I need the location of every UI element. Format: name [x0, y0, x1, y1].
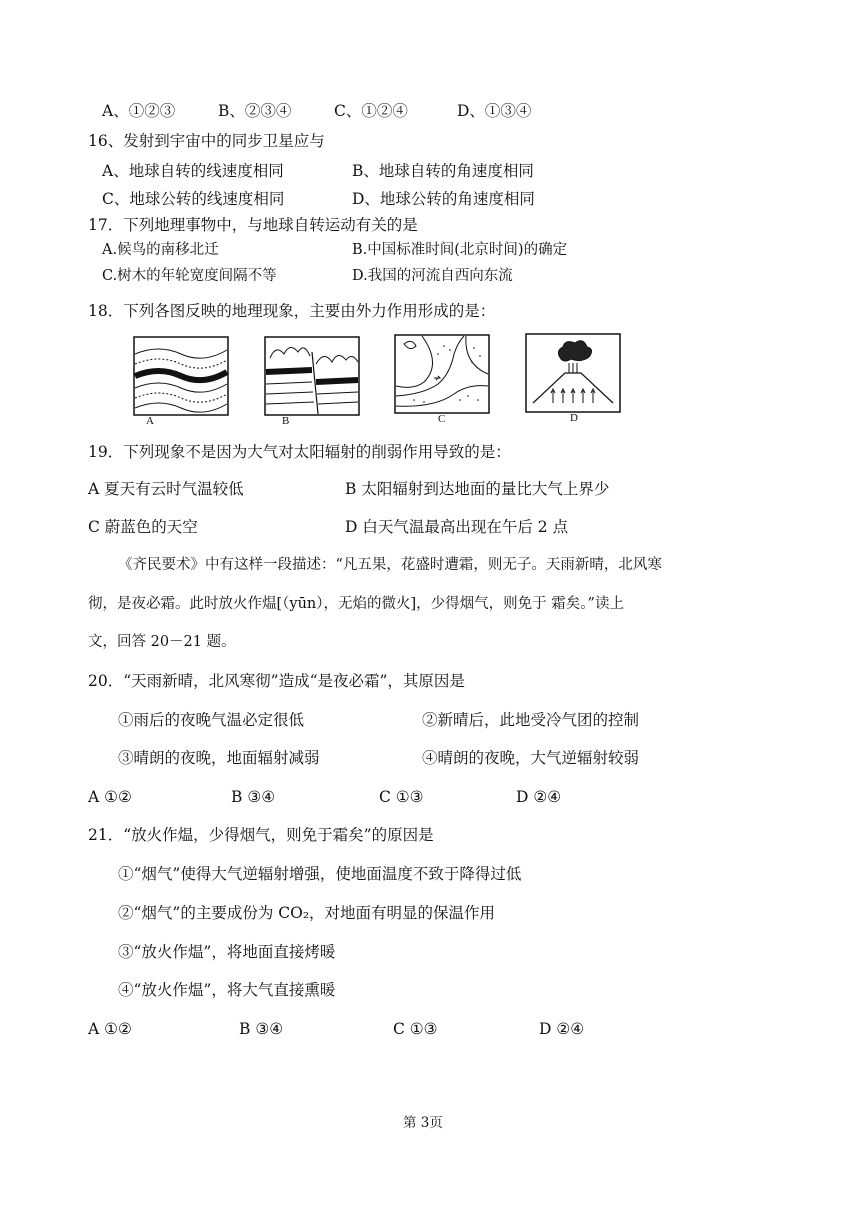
q16-stem: 16、发射到宇宙中的同步卫星应与 — [88, 132, 325, 150]
q21-option-a: A ①② — [88, 1020, 132, 1038]
q18-stem: 18．下列各图反映的地理现象，主要由外力作用形成的是： — [88, 302, 496, 320]
figure-d-label: D — [570, 412, 578, 424]
figure-b-fault — [264, 336, 360, 416]
passage-line-1: 《齐民要术》中有这样一段描述：“凡五果，花盛时遭霜，则无子。天雨新晴，北风寒 — [118, 557, 662, 573]
q16-option-d: D、地球公转的角速度相同 — [352, 190, 535, 208]
q20-option-a: A ①② — [88, 788, 132, 806]
q17-stem: 17．下列地理事物中，与地球自转运动有关的是 — [88, 216, 418, 234]
q17-option-d: D.我国的河流自西向东流 — [352, 268, 513, 284]
q20-option-d: D ②④ — [516, 788, 562, 806]
q21-item-1: ①“烟气”使得大气逆辐射增强，使地面温度不致于降得过低 — [118, 865, 522, 883]
figure-c-label: C — [438, 413, 446, 425]
q16-option-a: A、地球自转的线速度相同 — [102, 162, 284, 180]
q20-item-2: ②新晴后，此地受冷气团的控制 — [422, 711, 640, 729]
figure-a-label: A — [146, 415, 154, 427]
q21-item-4: ④“放火作煴”，将大气直接熏暖 — [118, 981, 336, 999]
q21-item-2: ②“烟气”的主要成份为 CO₂，对地面有明显的保温作用 — [118, 904, 496, 922]
q20-stem: 20．“天雨新晴，北风寒彻”造成“是夜必霜”，其原因是 — [88, 672, 465, 690]
figure-c-alluvial-fan — [394, 334, 490, 414]
q21-option-c: C ①③ — [393, 1020, 438, 1038]
q15-option-d: D、①③④ — [457, 102, 532, 120]
q20-item-4: ④晴朗的夜晚，大气逆辐射较弱 — [422, 749, 640, 767]
figure-d-volcano — [525, 333, 621, 413]
q20-option-c: C ①③ — [379, 788, 424, 806]
q15-option-a: A、①②③ — [102, 102, 176, 120]
q20-item-1: ①雨后的夜晚气温必定很低 — [118, 711, 305, 729]
q21-stem: 21．“放火作煴，少得烟气，则免于霜矣”的原因是 — [88, 826, 434, 844]
q20-option-b: B ③④ — [231, 788, 276, 806]
q15-option-c: C、①②④ — [334, 102, 408, 120]
figure-a-folded-strata — [133, 336, 229, 416]
q19-option-b: B 太阳辐射到达地面的量比大气上界少 — [345, 480, 610, 498]
q21-option-d: D ②④ — [539, 1020, 585, 1038]
passage-line-3: 文，回答 20－21 题。 — [88, 634, 236, 650]
q20-item-3: ③晴朗的夜晚，地面辐射减弱 — [118, 749, 320, 767]
passage-line-2: 彻，是夜必霜。此时放火作煴[（yūn），无焰的微火]，少得烟气，则免于 霜矣。”读上 — [88, 596, 624, 612]
page-number: 第 3页 — [403, 1115, 443, 1131]
q21-option-b: B ③④ — [239, 1020, 284, 1038]
q15-option-b: B、②③④ — [218, 102, 292, 120]
q17-option-a: A.候鸟的南移北迁 — [102, 242, 219, 258]
q21-item-3: ③“放火作煴”，将地面直接烤暖 — [118, 943, 336, 961]
q17-option-b: B.中国标准时间(北京时间)的确定 — [352, 242, 568, 258]
q19-option-c: C 蔚蓝色的天空 — [88, 518, 198, 536]
q16-option-b: B、地球自转的角速度相同 — [352, 162, 534, 180]
q19-stem: 19．下列现象不是因为大气对太阳辐射的削弱作用导致的是： — [88, 443, 511, 461]
q17-option-c: C.树木的年轮宽度间隔不等 — [102, 268, 277, 284]
q19-option-d: D 白天气温最高出现在午后 2 点 — [345, 518, 569, 536]
q19-option-a: A 夏天有云时气温较低 — [88, 480, 244, 498]
figure-b-label: B — [282, 415, 290, 427]
q16-option-c: C、地球公转的线速度相同 — [102, 190, 285, 208]
